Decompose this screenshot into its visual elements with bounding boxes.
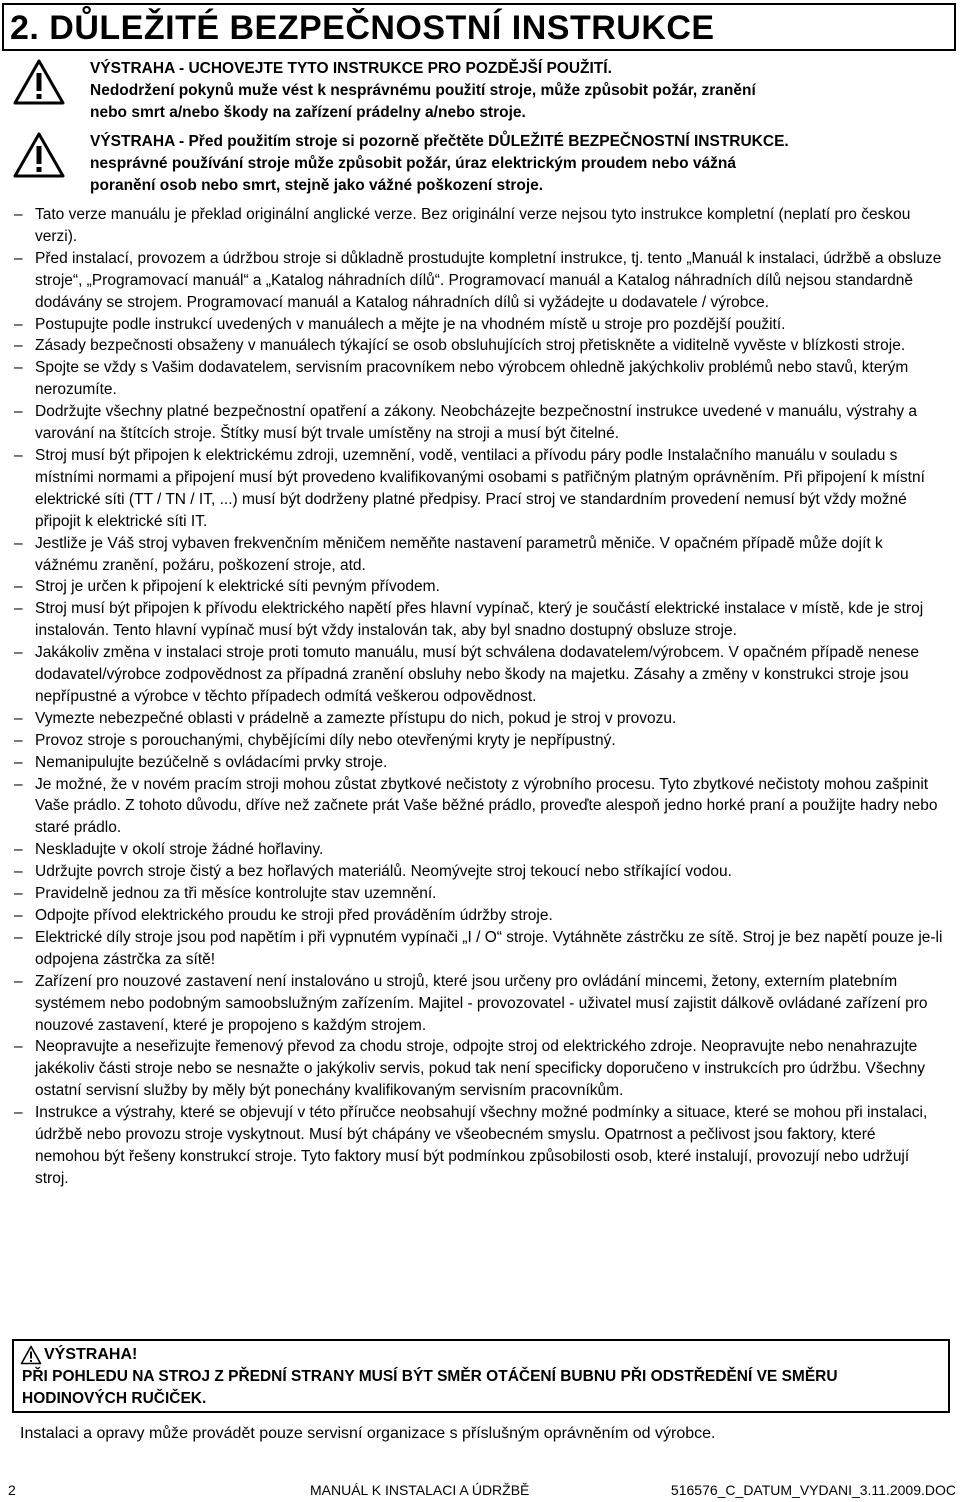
rotation-warning-label: VÝSTRAHA! xyxy=(44,1346,138,1363)
instruction-text: Instrukce a výstrahy, které se objevují v této příručce neobsahují všechny možné podmínky a situace, které se mohou při instalaci, údržbě nebo provozu stroje vyskytnout. Musí být chápány ve všeobecném smyslu. Opatrnost a pečlivost jsou faktory, které nemohou být řešeny konstrukcí stroje. Tyto faktory musí být podmínkou způsobilosti osob, které instalují, provozují nebo udržují stroj. xyxy=(35,1104,928,1187)
dash-bullet: – xyxy=(14,578,23,596)
instruction-item xyxy=(14,445,944,533)
instruction-item xyxy=(14,971,944,1037)
warning-line: nesprávné používání stroje může způsobit požár, úraz elektrickým proudem nebo vážná xyxy=(90,155,736,172)
instruction-text: Neskladujte v okolí stroje žádné hořlaviny. xyxy=(35,841,324,859)
instruction-text: Stroj musí být připojen k elektrickému zdroji, uzemnění, vodě, ventilaci a přívodu páry podle Instalačního manuálu v souladu s místními normami a připojení musí být provedeno kvalifikovanými osobami s patřičným platným oprávněním. Při připojení k místní elektrické síti (TT / TN / IT, ...) musí být dodrženy platné předpisy. Prací stroj ve standardním provedení nemusí být vždy možné připojit k elektrické síti IT. xyxy=(35,446,925,530)
dash-bullet: – xyxy=(14,885,23,903)
instruction-item xyxy=(14,1036,944,1102)
instruction-text: Pravidelně jednou za tři měsíce kontrolujte stav uzemnění. xyxy=(35,885,437,903)
instruction-item xyxy=(14,774,944,840)
instruction-text: Před instalací, provozem a údržbou stroje si důkladně prostudujte kompletní instrukce, tj. tento „Manuál k instalaci, údržbě a obsluze stroje“, „Programovací manuál“ a „Katalog náhradních dílů“. Programovací manuál a Katalog náhradních dílů nejsou standardně dodávány se strojem. Programovací manuál a Katalog náhradních dílů si vyžádejte u dodavatele / výrobce. xyxy=(35,249,942,311)
instruction-item xyxy=(14,598,944,642)
footer-manual-title: MANUÁL K INSTALACI A ÚDRŽBĚ xyxy=(310,1482,530,1498)
dash-bullet: – xyxy=(14,731,23,749)
warning-triangle-icon xyxy=(12,131,66,179)
dash-bullet: – xyxy=(14,644,23,662)
warning-line: VÝSTRAHA - UCHOVEJTE TYTO INSTRUKCE PRO POZDĚJŠÍ POUŽITÍ. xyxy=(90,60,612,77)
dash-bullet: – xyxy=(14,753,23,771)
dash-bullet: – xyxy=(14,709,23,727)
dash-bullet: – xyxy=(14,206,23,223)
instruction-item xyxy=(14,708,944,730)
page-title: 2. DŮLEŽITÉ BEZPEČNOSTNÍ INSTRUKCE xyxy=(10,9,715,47)
instruction-text: Zařízení pro nouzové zastavení není instalováno u strojů, které jsou určeny pro ovládání mincemi, žetony, externím platebním systémem nebo podobným samoobslužným zařízením. Majitel - provozovatel - uživatel musí zajistit dálkově ovládané zařízení pro nouzové zastavení, které je propojeno s každým strojem. xyxy=(35,972,928,1034)
dash-bullet: – xyxy=(14,775,23,793)
instruction-text: Odpojte přívod elektrického proudu ke stroji před prováděním údržby stroje. xyxy=(35,907,553,924)
instruction-item xyxy=(14,752,944,774)
instruction-text: Je možné, že v novém pracím stroji mohou zůstat zbytkové nečistoty z výrobního procesu. Tyto zbytkové nečistoty mohou zašpinit Vaše prádlo. Z tohoto důvodu, dříve než začnete prát Vaše běžné prádlo, proveďte alespoň jedno horké praní a použijte hadry nebo staré prádlo. xyxy=(35,775,938,837)
dash-bullet: – xyxy=(14,249,23,267)
warning-triangle-icon xyxy=(12,58,66,106)
dash-bullet: – xyxy=(14,841,23,859)
instruction-text: Jakákoliv změna v instalaci stroje proti tomuto manuálu, musí být schválena dodavatelem/výrobcem. V opačném případě nenese dodavatel/výrobce zodpovědnost za případná zranění obsluhy nebo škody na majetku. Zásahy a změny v konstrukci stroje jsou nepřípustné a výrobce v těchto případech odmítá veškerou odpovědnost. xyxy=(35,644,919,705)
instruction-item xyxy=(14,401,944,445)
instruction-text: Stroj musí být připojen k přívodu elektrického napětí přes hlavní vypínač, který je součástí elektrické instalace v místě, kde je stroj instalován. Tento hlavní vypínač musí být vždy instalován tak, aby byl snadno dostupný obsluze stroje. xyxy=(35,600,924,640)
instruction-item xyxy=(14,1102,944,1190)
instruction-text: Elektrické díly stroje jsou pod napětím i při vypnutém vypínači „I / O“ stroje. Vytáhněte zástrčku ze sítě. Stroj je bez napětí pouze je-li odpojena zástrčka za sítě! xyxy=(35,928,943,968)
instruction-text: Tato verze manuálu je překlad originální anglické verze. Bez originální verze nejsou tyto instrukce kompletní (neplatí pro českou verzi). xyxy=(35,206,911,245)
instruction-item xyxy=(14,576,944,598)
instruction-list xyxy=(14,204,944,1190)
instruction-item xyxy=(14,314,944,336)
warning-line: nebo smrt a/nebo škody na zařízení prádelny a/nebo stroje. xyxy=(90,104,526,121)
dash-bullet: – xyxy=(14,446,23,464)
warning-text-1 xyxy=(90,58,950,124)
installation-note: Instalaci a opravy může provádět pouze servisní organizace s příslušným oprávněním od výrobce. xyxy=(20,1425,716,1442)
instruction-item xyxy=(14,204,944,248)
dash-bullet: – xyxy=(14,600,23,618)
dash-bullet: – xyxy=(14,534,23,552)
rotation-warning-text: PŘI POHLEDU NA STROJ Z PŘEDNÍ STRANY MUSÍ BÝT SMĚR OTÁČENÍ BUBNU PŘI ODSTŘEDĚNÍ VE SMĚRU HODINOVÝCH RUČIČEK. xyxy=(22,1368,838,1407)
instruction-item xyxy=(14,248,944,314)
instruction-text: Neopravujte a neseřizujte řemenový převod za chodu stroje, odpojte stroj od elektrického zdroje. Neopravujte nebo nenahrazujte jakékoliv části stroje nebo se nesnažte o jakýkoliv servis, pokud tak není specificky doporučeno v instrukcích pro údržbu. Všechny ostatní servisní služby by měly být ponechány kvalifikovaným servisním pracovníkům. xyxy=(35,1038,925,1100)
instruction-text: Postupujte podle instrukcí uvedených v manuálech a mějte je na vhodném místě u stroje pro pozdější použití. xyxy=(35,315,786,333)
page-number: 2 xyxy=(8,1482,16,1498)
instruction-item xyxy=(14,335,944,357)
instruction-item xyxy=(14,905,944,927)
dash-bullet: – xyxy=(14,337,23,355)
instruction-item xyxy=(14,642,944,708)
rotation-warning-box xyxy=(12,1339,950,1413)
dash-bullet: – xyxy=(14,928,23,946)
dash-bullet: – xyxy=(14,907,23,924)
instruction-text: Zásady bezpečnosti obsaženy v manuálech týkající se osob obsluhujících stroj přetiskněte a viditelně vyvěste v blízkosti stroje. xyxy=(35,337,906,355)
instruction-text: Provoz stroje s porouchanými, chybějícími díly nebo otevřenými kryty je nepřípustný. xyxy=(35,731,616,749)
page-footer xyxy=(0,1480,960,1500)
section-header xyxy=(2,3,956,51)
dash-bullet: – xyxy=(14,315,23,333)
instruction-item xyxy=(14,839,944,861)
warning-line: VÝSTRAHA - Před použitím stroje si pozorně přečtěte DŮLEŽITÉ BEZPEČNOSTNÍ INSTRUKCE. xyxy=(90,133,789,150)
instruction-item xyxy=(14,927,944,971)
instruction-text: Dodržujte všechny platné bezpečnostní opatření a zákony. Neobcházejte bezpečnostní instrukce uvedené v manuálu, výstrahy a varování na štítcích stroje. Štítky musí být trvale umístěny na stroji a musí být čitelné. xyxy=(35,403,918,443)
warning-text-2 xyxy=(90,131,950,197)
instruction-text: Jestliže je Váš stroj vybaven frekvenčním měničem neměňte nastavení parametrů měniče. V opačném případě může dojít k vážnému zranění, požáru, poškození stroje, atd. xyxy=(35,534,883,574)
warning-line: poranění osob nebo smrt, stejně jako vážné poškození stroje. xyxy=(90,177,544,194)
instruction-item xyxy=(14,730,944,752)
footer-document-id: 516576_C_DATUM_VYDANI_3.11.2009.DOC xyxy=(670,1482,956,1498)
instruction-text: Stroj je určen k připojení k elektrické síti pevným přívodem. xyxy=(35,578,440,596)
instruction-item xyxy=(14,883,944,905)
instruction-text: Spojte se vždy s Vašim dodavatelem, servisním pracovníkem nebo výrobcem ohledně jakýchkoliv problémů nebo stavů, kterým nerozumíte. xyxy=(35,359,909,399)
dash-bullet: – xyxy=(14,359,23,377)
dash-bullet: – xyxy=(14,1104,23,1122)
instruction-item xyxy=(14,861,944,883)
instruction-text: Vymezte nebezpečné oblasti v prádelně a zamezte přístupu do nich, pokud je stroj v provozu. xyxy=(35,709,677,727)
instruction-item xyxy=(14,533,944,577)
instruction-item xyxy=(14,357,944,401)
dash-bullet: – xyxy=(14,972,23,990)
instruction-text: Udržujte povrch stroje čistý a bez hořlavých materiálů. Neomývejte stroj tekoucí nebo stříkající vodou. xyxy=(35,863,732,881)
instruction-text: Nemanipulujte bezúčelně s ovládacími prvky stroje. xyxy=(35,753,388,771)
warning-line: Nedodržení pokynů muže vést k nesprávnému použití stroje, může způsobit požár, zranění xyxy=(90,82,756,99)
warning-triangle-icon xyxy=(20,1345,42,1365)
dash-bullet: – xyxy=(14,863,23,881)
dash-bullet: – xyxy=(14,1038,23,1056)
dash-bullet: – xyxy=(14,403,23,421)
